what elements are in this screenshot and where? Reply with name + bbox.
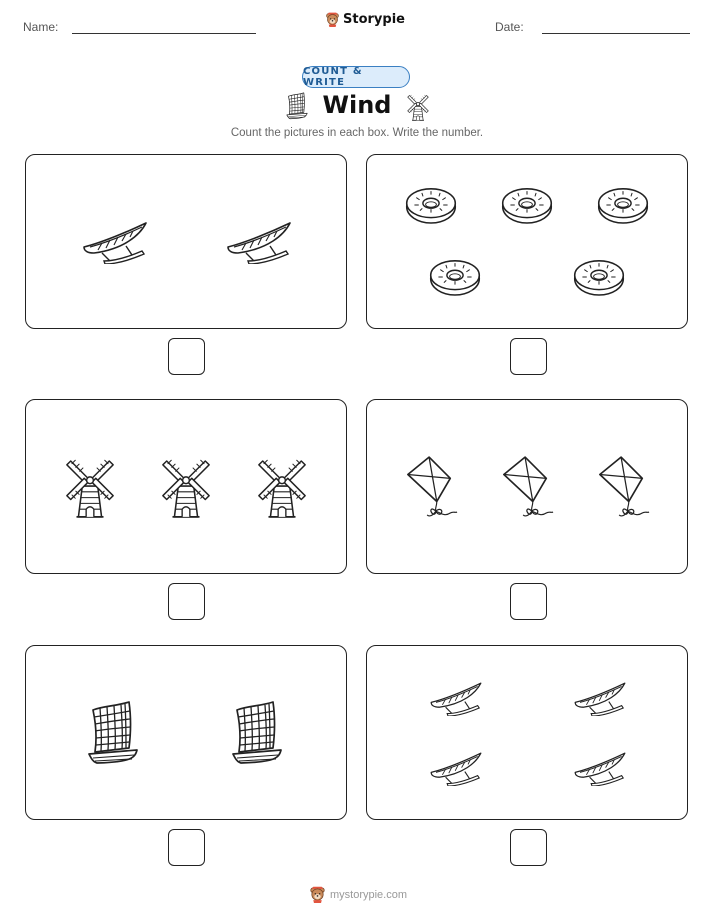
canoe-icon <box>428 680 484 716</box>
answer-box-2[interactable] <box>510 338 547 375</box>
canoe-icon <box>428 750 484 786</box>
canoe-icon <box>572 750 628 786</box>
count-box-1 <box>25 154 347 329</box>
count-box-4 <box>366 399 688 574</box>
count-box-5 <box>25 645 347 820</box>
canoe-icon <box>224 219 294 264</box>
count-box-6 <box>366 645 688 820</box>
windmill-icon <box>159 453 213 521</box>
windmill-icon <box>405 92 431 122</box>
date-label: Date: <box>495 20 524 34</box>
instructions: Count the pictures in each box. Write the number. <box>230 127 484 139</box>
windmill-icon <box>255 453 309 521</box>
answer-box-4[interactable] <box>510 583 547 620</box>
answer-box-1[interactable] <box>168 338 205 375</box>
kite-icon <box>500 455 554 519</box>
windmill-icon <box>63 453 117 521</box>
count-box-2 <box>366 154 688 329</box>
date-field[interactable] <box>542 33 690 34</box>
kite-icon <box>404 455 458 519</box>
answer-box-6[interactable] <box>510 829 547 866</box>
kite-icon <box>596 455 650 519</box>
page-title: Wind <box>322 91 392 119</box>
sailboat-icon <box>85 700 141 766</box>
donut-icon <box>500 185 554 225</box>
bear-icon <box>309 886 326 903</box>
brand-name: Storypie <box>343 12 405 27</box>
answer-box-5[interactable] <box>168 829 205 866</box>
count-box-3 <box>25 399 347 574</box>
footer-url[interactable]: mystorypie.com <box>330 888 408 901</box>
answer-box-3[interactable] <box>168 583 205 620</box>
donut-icon <box>428 257 482 297</box>
canoe-icon <box>572 680 628 716</box>
activity-badge: COUNT & WRITE <box>302 66 410 88</box>
footer <box>309 886 407 903</box>
brand-logo <box>325 12 405 27</box>
name-field[interactable] <box>72 33 256 34</box>
donut-icon <box>404 185 458 225</box>
name-label: Name: <box>23 20 59 34</box>
donut-icon <box>596 185 650 225</box>
sailboat-icon <box>229 700 285 766</box>
donut-icon <box>572 257 626 297</box>
bear-icon <box>325 12 340 27</box>
canoe-icon <box>80 219 150 264</box>
